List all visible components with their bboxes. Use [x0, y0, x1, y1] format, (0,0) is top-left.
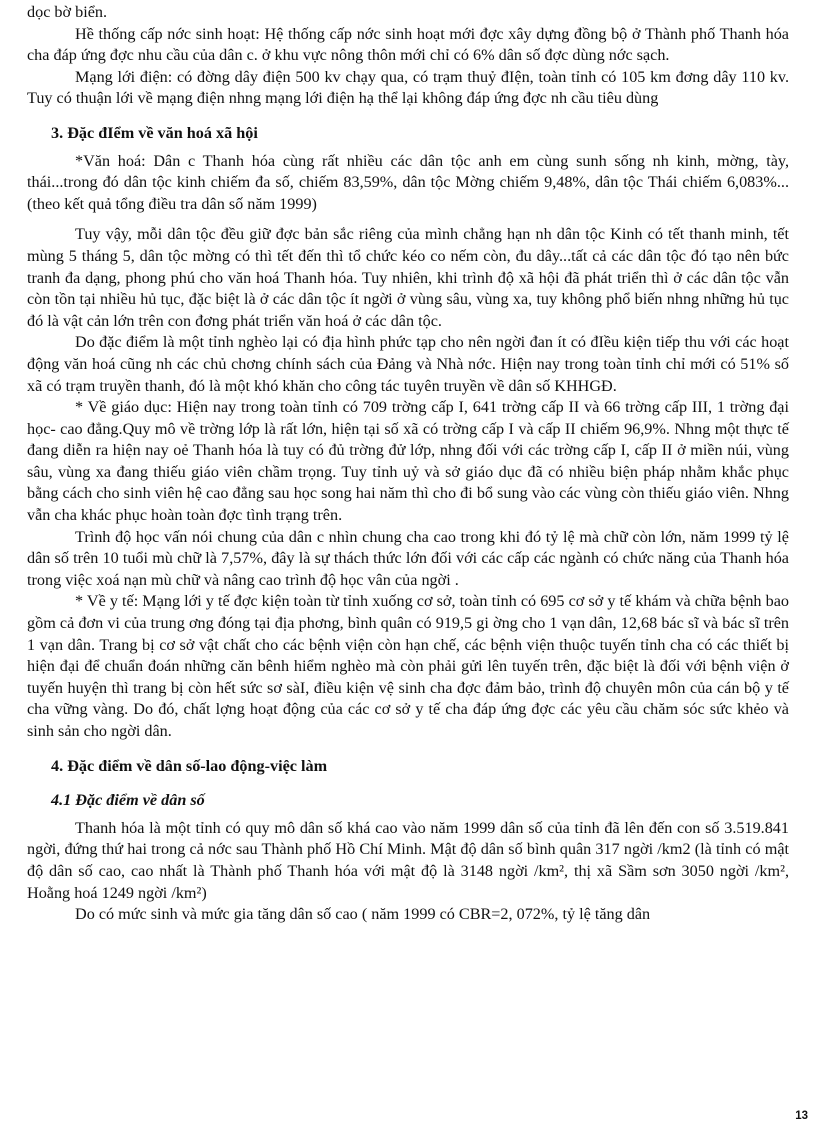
heading-culture-society: 3. Đặc đIểm về văn hoá xã hội [51, 123, 258, 142]
paragraph-ethnic-traditions: Tuy vậy, mỗi dân tộc đều giữ đợc bản sắc riêng của mình chẳng hạn nh dân tộc Kinh có tết thanh minh, tết mùng 5 tháng 5, dân tộc mờng có thì tết đến thì tổ chức kéo co nếm còn, đu dây...tất cả các dân tộc đó tạo nên bức tranh đa dạng, phong phú cho văn hoá Thanh hóa. Tuy nhiên, khi trình độ xã hội đã phát triển thì ở các dân tộc vẫn còn tồn tại nhiều hủ tục, đặc biệt là ở các dân tộc ít ngời ở vùng sâu, vùng xa, tuy không phổ biến nhng những hủ tục đó là vật cản lớn trên con đơng phát triển văn hoá ở các dân tộc. [27, 225, 789, 330]
paragraph-power-grid: Mạng lới điện: có đờng dây điện 500 kv chạy qua, có trạm thuỷ đIện, toàn tỉnh có 105 km đơng dây 110 kv. Tuy có thuận lới về mạng điện nhng mạng lới điện hạ thể lại không đáp ứng đợc nh cầu tiêu dùng [27, 67, 789, 108]
paragraph-culture: *Văn hoá: Dân c Thanh hóa cùng rất nhiều các dân tộc anh em cùng sunh sống nh kinh, mờng, tày, thái...trong đó dân tộc kinh chiếm đa số, chiếm 83,59%, dân tộc Mờng chiếm 9,48%, dân tộc Thái chiếm 6,083%...(theo kết quả tổng điều tra dân số năm 1999) [27, 151, 789, 213]
paragraph-water-supply: Hề thống cấp nớc sinh hoạt: Hệ thống cấp nớc sinh hoạt mới đợc xây dựng đồng bộ ở Thành phố Thanh hóa cha đáp ứng đợc nhu cầu của dân c. ở khu vực nông thôn mới chỉ có 6% dân số đợc dùng nớc sạch. [27, 24, 789, 65]
paragraph-literacy: Trình độ học vấn nói chung của dân c nhìn chung cha cao trong khi đó tỷ lệ mà chữ còn lớn, năm 1999 tỷ lệ dân số trên 10 tuổi mù chữ là 7,57%, đây là sự thách thức lớn đối với các cấp các ngành có chức năng của Thanh hóa trong việc xoá nạn mù chữ và nâng cao trình độ học vân của ngời . [27, 527, 789, 589]
paragraph-education: * Về giáo dục: Hiện nay trong toàn tỉnh có 709 trờng cấp I, 641 trờng cấp II và 66 trờng cấp III, 1 trờng đại học- cao đẳng.Quy mô về trờng lớp là rất lớn, hiện tại số xã có trờng cấp I và cấp II chiếm 96,9%. Nhng một thực tế đang diễn ra hiện nay oẻ Thanh hóa là tuy có đủ trờng đử lớp, nhng đối với các trờng cấp I, cấp II ở miền núi, vùng sâu, vùng xa đang thiếu giáo viên chầm trọng. Tuy tỉnh uỷ và sở giáo dục đã có nhiều biện pháp nhằm khắc phục bằng cách cho sinh viên hệ cao đẳng sau học song hai năm thì cho đi bổ sung vào các vùng còn thiếu giáo viên. Nhng vẫn cha khác phục hoàn toàn đợc tình trạng trên. [27, 398, 789, 525]
paragraph-health: * Về y tế: Mạng lới y tế đợc kiện toàn từ tỉnh xuống cơ sở, toàn tỉnh có 695 cơ sở y tế khám và chữa bệnh bao gồm cả đơn vi của trung ơng đóng tại địa phơng, bình quân có 919,5 gi ờng cho 1 vạn dân, 12,68 bác sĩ và bác sĩ trên 1 vạn dân. Trang bị cơ sở vật chất cho các bệnh viện còn hạn chế, các bệnh viện thuộc tuyến tỉnh cha có các thiết bị hiện đại để chuẩn đoán những căn bênh hiểm nghèo mà còn phải gửi lên tuyến trên, đặc biệt là đối với bệnh viện ở tuyến huyện thì trang bị còn hết sức sơ sàI, điều kiện vệ sinh cha đợc đảm bảo, trình độ chuyên môn của cán bộ y tế cha vững vàng. Do đó, chất lợng hoạt động của các cơ sở y tế cha đáp ứng đợc các yêu cầu chăm sóc sức khẻo và sinh sản cho ngời dân. [27, 592, 789, 740]
heading-population-labour: 4. Đặc điểm về dân số-lao động-việc làm [51, 756, 328, 775]
paragraph-coastline: dọc bờ biển. [27, 3, 108, 21]
paragraph-poor-province: Do đặc điểm là một tỉnh nghèo lại có địa hình phức tạp cho nên ngời đan ít có đIều kiện tiếp thu với các hoạt động văn hoá cũng nh các chủ chơng chính sách của Đảng và Nhà nớc. Hiện nay trong toàn tỉnh chỉ mới có 51% số xã có trạm truyền thanh, đó là một khó khăn cho công tác tuyên truyền về dân số KHHGĐ. [27, 333, 789, 395]
page-number: 13 [795, 1110, 808, 1122]
paragraph-gap [27, 215, 789, 224]
subheading-population: 4.1 Đặc điểm về dân số [51, 791, 205, 810]
text-column [27, 2, 789, 926]
paragraph-population-size: Thanh hóa là một tỉnh có quy mô dân số khá cao vào năm 1999 dân số của tỉnh đã lên đến con số 3.519.841 ngời, đứng thứ hai trong cả nớc sau Thành phố Hồ Chí Minh. Mật độ dân số bình quân 317 ngời /km2 (là tỉnh có mật độ dân số cao, cao nhất là Thành phố Thanh hóa với mật độ là 3148 ngời /km², thị xã Sầm sơn 3050 ngời /km², Hoằng hoá 1249 ngời /km²) [27, 818, 789, 902]
paragraph-birth-rate: Do có mức sinh và mức gia tăng dân số cao ( năm 1999 có CBR=2, 072%, tỷ lệ tăng dân [75, 905, 651, 924]
